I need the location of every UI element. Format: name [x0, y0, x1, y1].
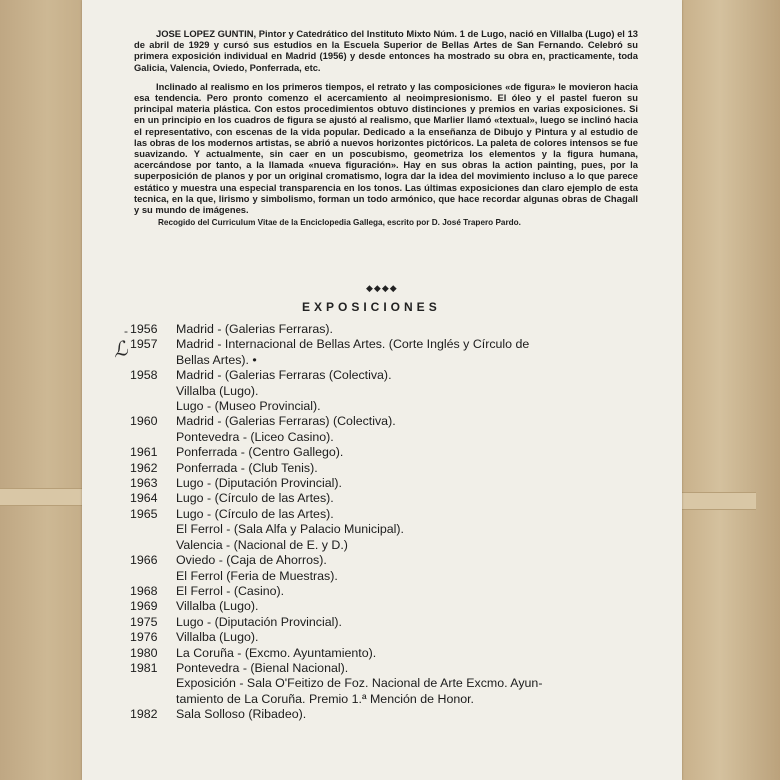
- exhibition-venue: Villalba (Lugo).: [176, 383, 259, 398]
- exhibition-year: 1961: [130, 445, 158, 460]
- exhibition-row: [130, 661, 650, 707]
- exhibition-venue: Lugo - (Diputación Provincial).: [176, 476, 342, 491]
- exhibition-year: 1964: [130, 491, 158, 506]
- cardboard-background-right: [680, 0, 780, 780]
- exhibition-row: [130, 491, 650, 506]
- exhibition-venues: [176, 707, 650, 722]
- exhibition-venues: [176, 445, 650, 460]
- exhibition-venue: Madrid - (Galerias Ferraras).: [176, 322, 333, 336]
- exhibition-row: [130, 553, 650, 584]
- exhibition-venue: Ponferrada - (Centro Gallego).: [176, 445, 344, 460]
- exhibitions-heading: EXPOSICIONES: [302, 300, 441, 314]
- exhibition-year: 1960: [130, 414, 158, 429]
- exhibition-year: 1981: [130, 660, 158, 675]
- exhibition-venue: Madrid - Internacional de Bellas Artes. (Corte Inglés y Círculo de: [176, 337, 530, 352]
- exhibition-venue: Villalba (Lugo).: [176, 630, 259, 645]
- handwritten-tick: -: [124, 324, 128, 338]
- exhibition-venues: [176, 584, 650, 599]
- exhibition-year: 1976: [130, 630, 158, 645]
- exhibition-row: [130, 646, 650, 661]
- exhibition-row: [130, 414, 650, 445]
- exhibition-venues: [176, 461, 650, 476]
- exhibition-year: 1957: [130, 337, 158, 352]
- biography-credit: Recogido del Curriculum Vitae de la Enciclopedia Gallega, escrito por D. José Trapero Pardo.: [158, 218, 521, 228]
- exhibition-year: 1968: [130, 583, 158, 598]
- exhibition-venue: Madrid - (Galerias Ferraras) (Colectiva).: [176, 414, 396, 429]
- exhibition-venue: El Ferrol (Feria de Muestras).: [176, 568, 338, 583]
- exhibition-venues: [176, 661, 650, 707]
- exhibition-year: 1963: [130, 476, 158, 491]
- exhibition-venue: Exposición - Sala O'Feitizo de Foz. Nacional de Arte Excmo. Ayun-: [176, 676, 543, 691]
- exhibition-venues: [176, 368, 650, 414]
- exhibition-row: [130, 707, 650, 722]
- exhibition-row: [130, 322, 650, 337]
- cardboard-fold-left: [0, 488, 86, 506]
- exhibition-venues: [176, 599, 650, 614]
- exhibition-row: [130, 337, 650, 368]
- exhibition-row: [130, 584, 650, 599]
- exhibition-year: 1975: [130, 614, 158, 629]
- exhibition-venue: tamiento de La Coruña. Premio 1.ª Mención de Honor.: [176, 691, 474, 706]
- biography-paragraph-1: JOSE LOPEZ GUNTIN, Pintor y Catedrático del Instituto Mixto Núm. 1 de Lugo, nació en Villalba (Lugo) el 13 de abril de 1929 y cursó sus estudios en la Escuela Superior de Bellas Artes de San Fernando. Celebró su primera exposición individual en Madrid (1956) y desde entonces ha mostrado su obra en, practicamente, toda Galicia, Valencia, Oviedo, Ponferrada, etc.: [134, 28, 638, 73]
- exhibition-venues: [176, 337, 650, 368]
- exhibition-venue: La Coruña - (Excmo. Ayuntamiento).: [176, 645, 377, 660]
- exhibition-venue: El Ferrol - (Sala Alfa y Palacio Municipal).: [176, 522, 404, 537]
- exhibition-venue: Bellas Artes). •: [176, 352, 257, 367]
- exhibition-venue: Pontevedra - (Bienal Nacional).: [176, 660, 349, 675]
- exhibition-year: 1962: [130, 460, 158, 475]
- exhibition-venues: [176, 630, 650, 645]
- handwritten-mark: ℒ: [110, 335, 130, 363]
- exhibition-row: [130, 615, 650, 630]
- exhibition-venues: [176, 507, 650, 553]
- exhibition-year: 1958: [130, 368, 158, 383]
- exhibition-venue: Lugo - (Museo Provincial).: [176, 399, 321, 414]
- exhibition-venues: [176, 615, 650, 630]
- exhibition-year: 1969: [130, 599, 158, 614]
- exhibition-venue: Pontevedra - (Liceo Casino).: [176, 429, 334, 444]
- exhibition-venue: Ponferrada - (Club Tenis).: [176, 460, 318, 475]
- exhibition-row: [130, 507, 650, 553]
- exhibition-venue: Lugo - (Círculo de las Artes).: [176, 506, 334, 521]
- exhibition-row: [130, 461, 650, 476]
- exhibition-year: 1956: [130, 322, 158, 336]
- exhibition-venue: Lugo - (Círculo de las Artes).: [176, 491, 334, 506]
- exhibition-venue: Sala Solloso (Ribadeo).: [176, 707, 307, 722]
- exhibition-venues: [176, 491, 650, 506]
- cardboard-background-left: [0, 0, 86, 780]
- exhibition-year: 1966: [130, 553, 158, 568]
- exhibition-venue: Valencia - (Nacional de E. y D.): [176, 537, 348, 552]
- exhibition-venues: [176, 553, 650, 584]
- exhibition-row: [130, 445, 650, 460]
- exhibition-year: 1982: [130, 707, 158, 722]
- exhibition-venue: Villalba (Lugo).: [176, 599, 259, 614]
- exhibition-venue: Oviedo - (Caja de Ahorros).: [176, 553, 327, 568]
- exhibition-row: [130, 599, 650, 614]
- biography-paragraph-2: Inclinado al realismo en los primeros tiempos, el retrato y las composiciones «de figura» le movieron hacia esa tendencia. Pero pronto comenzo el acercamiento al neoimpresionismo. El óleo y el pastel fueron su principal materia plástica. Con estos procedimientos obtuvo distinciones y premios en varias exposiciones. Si en un principio en los cuadros de figura se ajustó al realismo, que Marlier llamó «textual», luego se inclinó hacia el representativo, con escenas de la vida popular. Dedicado a la enseñanza de Dibujo y Pintura y al estudio de las obras de los modernos artistas, se abrió a nuevos horizontes pictóricos. La paleta de colores intensos se fue suavizando. Y actualmente, sin caer en un poscubismo, geometriza los elementos y la figura humana, acercándose por tanto, a la llamada «nueva figuración». Hay en sus obras la action painting, pues, por la superposición de planos y por un original cromatismo, logra dar la idea del movimiento incluso a lo que parece estático y muestra una especial transparencia en los tonos. Las últimas exposiciones dan claro ejemplo de esta tecnica, en la que, lirismo y simbolismo, forman un todo armónico, que hace recordar algunas obras de Chagall y su mundo de imágenes.: [134, 80, 638, 216]
- exhibition-year: 1980: [130, 645, 158, 660]
- exhibition-venues: [176, 476, 650, 491]
- exhibition-venues: [176, 322, 650, 337]
- exhibition-venue: Madrid - (Galerias Ferraras (Colectiva).: [176, 368, 392, 383]
- exhibition-row: [130, 476, 650, 491]
- exhibition-venues: [176, 646, 650, 661]
- exhibition-year: 1965: [130, 506, 158, 521]
- exhibitions-list: [130, 322, 650, 723]
- exhibition-row: [130, 630, 650, 645]
- ornament-divider: ◆◆◆◆: [366, 283, 398, 293]
- exhibition-venues: [176, 414, 650, 445]
- cardboard-fold-right: [680, 492, 756, 510]
- exhibition-venue: Lugo - (Diputación Provincial).: [176, 614, 342, 629]
- biography-block: [134, 28, 638, 228]
- exhibition-row: [130, 368, 650, 414]
- exhibition-venue: El Ferrol - (Casino).: [176, 583, 285, 598]
